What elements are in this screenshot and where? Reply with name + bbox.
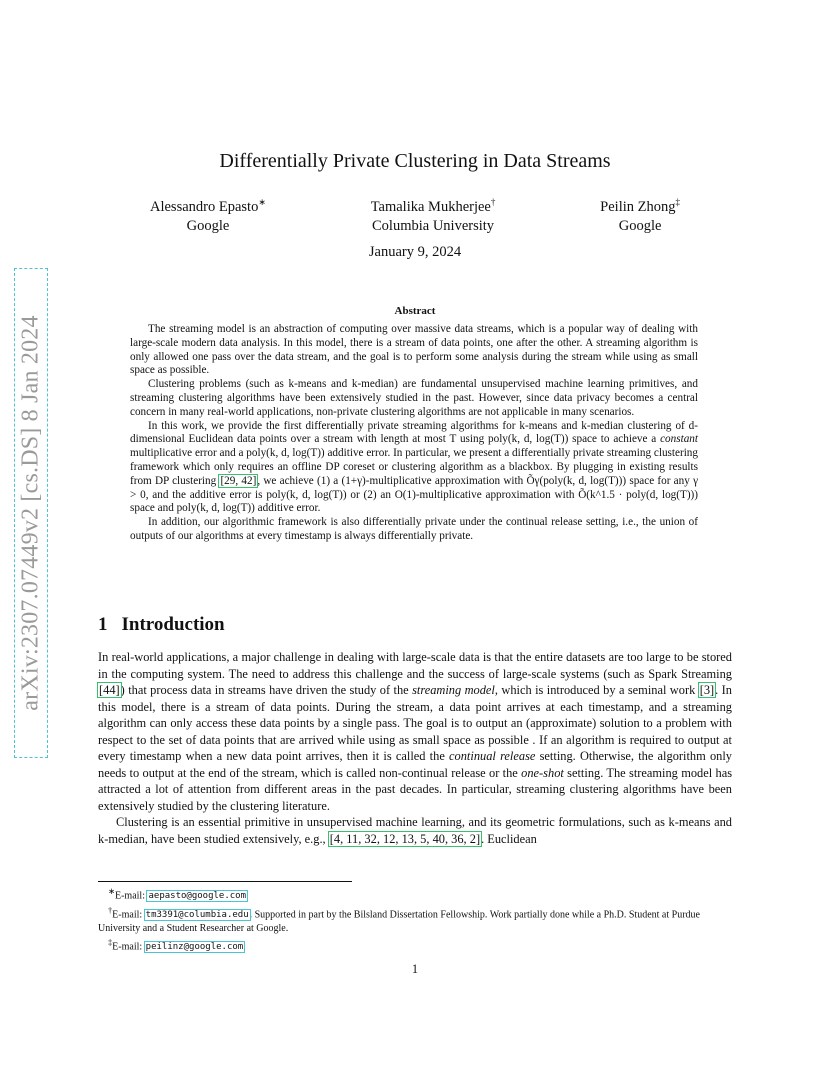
footnote: ∗E-mail: aepasto@google.com [108,887,247,902]
author-3 [600,193,680,236]
body-paragraph: In real-world applications, a major challenge in dealing with large-scale data is that the entire datasets are too large to be stored in the computing system. The need to address this challenge and the success of large-scale systems (such as Spark Streaming [44]) that process data in streams have driven the study of the streaming model, which is introduced by a seminal work [3]. In this model, there is a stream of data points. During the stream, a data point arrives at each timestamp, and a streaming algorithm can only access these data points by a single pass. The goal is to output an (approximate) solution to a problem with respect to the set of data points that are arrived while using as small space as possible . If an algorithm is required to output at every timestamp when a new data point arrives, then it is called the continual release setting. Otherwise, the algorithm only needs to output at the end of the stream, which is called non-continual release or the one-shot setting. The streaming model has attracted a lot of attention from different areas in the past decades. In particular, streaming clustering algorithms have been extensively studied by the clustering literature. [98,650,733,813]
author-affiliation: Google [618,217,662,234]
author-2 [371,193,496,236]
abstract-heading: Abstract [394,305,436,317]
author-footnote-mark[interactable]: † [490,197,496,207]
author-name: Peilin Zhong [600,198,676,215]
emphasis: one-shot [521,765,564,780]
abstract-paragraph: In this work, we provide the first differentially private streaming algorithms for k-means and k-median clustering of d-dimensional Euclidean data points over a stream with length at most T using poly(k, d, log(T)) space to achieve a constant multiplicative error and a poly(k, d, log(T)) additive error. In particular, we present a differentially private streaming clustering framework which only requires an offline DP coreset or clustering algorithm as a blackbox. By plugging in existing results from DP clustering [29, 42], we achieve (1) a (1+γ)-multiplicative approximation with Õγ(poly(k, d, log(T))) space for any γ > 0, and the additive error is poly(k, d, log(T)) or (2) an O(1)-multiplicative approximation with Õ(k^1.5 · poly(d, log(T))) space and poly(k, d, log(T)) additive error. [130,419,699,515]
author-footnote-mark[interactable]: ∗ [258,197,266,207]
email-link[interactable]: aepasto@google.com [148,891,247,902]
footnote-mark: † [108,905,113,915]
paper-title: Differentially Private Clustering in Data Streams [219,150,611,172]
page-number: 1 [411,962,419,976]
introduction-body [98,649,732,847]
section-title: Introduction [121,614,225,635]
footnotes [98,885,732,955]
author-affiliation: Google [186,217,230,234]
citation-link[interactable]: [44] [99,683,120,697]
footnote-mark: ∗ [108,887,115,896]
footnote: †E-mail: tm3391@columbia.edu. Supported in part by the Bilsland Dissertation Fellowship. Work partially done while a Ph.D. Student at Purdue University and a Student Researcher at Google. [98,905,700,935]
footnote-mark: ‡ [108,937,113,947]
citation-link[interactable]: [29, 42] [220,474,257,487]
author-affiliation: Columbia University [372,217,495,234]
emphasis: continual release [449,749,536,763]
section-heading [98,614,225,636]
citation-link[interactable]: [3] [699,683,715,697]
abstract-paragraph: Clustering problems (such as k-means and k-median) are fundamental unsupervised machine learning primitives, and streaming clustering algorithms have been extensively studied in the past. However, since data privacy becomes a central concern in many real-world applications, non-private clustering algorithms are not applicable in many scenarios. [130,378,698,418]
author-name: Tamalika Mukherjee [370,198,491,215]
section-number: 1 [98,614,108,635]
footnote: ‡E-mail: peilinz@google.com [108,937,244,953]
author-list [150,193,680,236]
author-name: Alessandro Epasto [150,198,259,215]
emphasis: constant [660,433,699,446]
abstract-paragraph: The streaming model is an abstraction of computing over massive data streams, which is a popular way of dealing with large-scale modern data analysis. In this model, there is a stream of data points, one after the other. A streaming algorithm is only allowed one pass over the data stream, and the goal is to perform some analysis during the stream while using as small space as possible. [130,323,698,377]
body-paragraph: Clustering is an essential primitive in unsupervised machine learning, and its geometric formulations, such as k-means and k-median, have been studied extensively, e.g., [4, 11, 32, 12, 13, 5, 40, 36, 2]. Euclidean [98,815,732,846]
email-link[interactable]: peilinz@google.com [145,942,244,953]
abstract-paragraph: In addition, our algorithmic framework is also differentially private under the continual release setting, i.e., the union of outputs of our algorithms at every timestamp is always differentially private. [130,516,698,542]
footnote-divider [98,881,352,882]
citation-link[interactable]: [4, 11, 32, 12, 13, 5, 40, 36, 2] [329,831,481,846]
emphasis: streaming model [412,683,495,697]
author-footnote-mark[interactable]: ‡ [675,197,680,207]
email-link[interactable]: tm3391@columbia.edu [145,910,249,921]
publication-date: January 9, 2024 [368,244,462,260]
arxiv-identifier-stamp[interactable] [14,268,48,758]
abstract-body [130,323,698,544]
author-1 [150,193,266,236]
arxiv-identifier: arXiv:2307.07449v2 [cs.DS] 8 Jan 2024 [17,315,44,711]
